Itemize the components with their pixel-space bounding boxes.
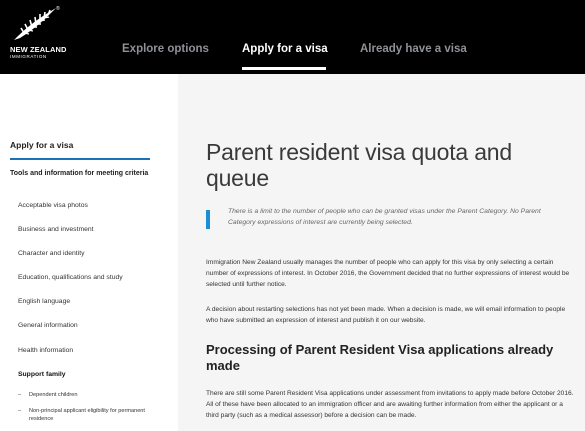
callout-accent-bar (206, 210, 210, 229)
sidebar-item-general-information[interactable]: General information (18, 322, 78, 329)
registered-mark: ® (56, 6, 60, 12)
sidebar-heading[interactable]: Apply for a visa (10, 140, 74, 150)
sub-dash: – (18, 392, 22, 398)
nav-already-have-a-visa[interactable]: Already have a visa (360, 43, 467, 55)
silver-fern-icon (12, 6, 60, 42)
body-paragraph-2: A decision about restarting selections has not yet been made. When a decision is made, we will email information to people who have submitted an expression of interest and publish it on our website. (206, 306, 566, 324)
site-header (0, 0, 585, 74)
nav-active-indicator (242, 67, 326, 70)
sidebar-item-business-and-investment[interactable]: Business and investment (18, 226, 94, 233)
nav-apply-for-a-visa[interactable]: Apply for a visa (242, 43, 328, 55)
sidebar-section-title[interactable]: Tools and information for meeting criteria (10, 170, 149, 177)
page-title: Parent resident visa quota and queue (206, 139, 512, 191)
sidebar-item-english-language[interactable]: English language (18, 298, 71, 305)
sidebar-heading-rule (10, 158, 150, 160)
sidebar-item-health-information[interactable]: Health information (18, 347, 74, 354)
body-paragraph-1: Immigration New Zealand usually manages the number of people who can apply for this visa by only selecting a certain number of expressions of interest. In October 2016, the Government decided that no further expressions of interest would be selected until further notice. (206, 259, 570, 288)
sidebar-subitem-label: Dependent children (29, 392, 78, 398)
nav-explore-options[interactable]: Explore options (122, 43, 209, 55)
sidebar-item-support-family[interactable]: Support family (18, 371, 66, 378)
callout-notice: There is a limit to the number of people who can be granted visas under the Parent Category. No Parent Category expressions of interest are currently being selected. (228, 208, 541, 226)
body-paragraph-3: There are still some Parent Resident Visa applications under assessment from invitations to apply made before October 2016. All of these have been allocated to an immigration officer and are awaiting further information from either the applicant or a third party (such as a medical assessor) before a decision can be made. (206, 390, 574, 419)
main-content (178, 74, 585, 431)
sub-dash: – (18, 408, 22, 414)
sidebar-item-character-and-identity[interactable]: Character and identity (18, 250, 85, 257)
sidebar-subitem-label: Non-principal applicant eligibility for permanent residence (29, 408, 145, 422)
logo-sub-text: IMMIGRATION (10, 54, 47, 59)
nz-immigration-logo[interactable] (10, 6, 70, 62)
section-heading-processing: Processing of Parent Resident Visa applications already made (206, 342, 554, 373)
sidebar-nav (0, 74, 178, 431)
logo-brand-text: NEW ZEALAND (10, 45, 67, 54)
sidebar-item-acceptable-visa-photos[interactable]: Acceptable visa photos (18, 202, 88, 209)
sidebar-item-education[interactable]: Education, qualifications and study (18, 274, 123, 281)
